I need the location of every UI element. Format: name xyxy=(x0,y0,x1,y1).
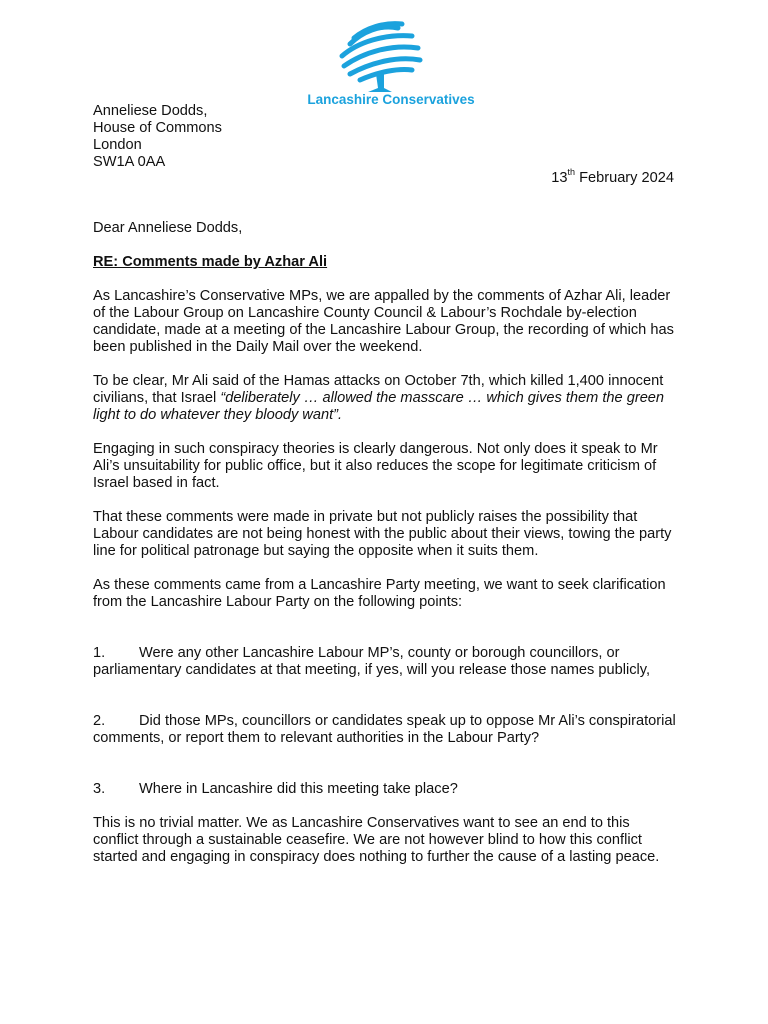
letter-body xyxy=(93,220,678,883)
conservative-tree-icon xyxy=(332,14,428,96)
subject-line: RE: Comments made by Azhar Ali xyxy=(93,254,328,270)
paragraph: This is no trivial matter. We as Lancashire Conservatives want to see an end to this conflict through a sustainable ceasefire. We are not however blind to how this conflict started and engaging in conspiracy does nothing to further the cause of a lasting peace. xyxy=(93,815,660,865)
date-suffix: th xyxy=(567,167,576,178)
letter-date xyxy=(551,167,674,187)
list-number: 2. xyxy=(93,713,106,729)
paragraph xyxy=(93,373,678,424)
address-line: London xyxy=(93,137,142,153)
list-number: 3. xyxy=(93,781,106,797)
quote: “deliberately … allowed the masscare … which gives them the green light to do whatever they bloody want”. xyxy=(93,390,665,423)
paragraph: Engaging in such conspiracy theories is clearly dangerous. Not only does it speak to Mr Ali’s unsuitability for public office, but it also reduces the scope for legitimate criticism of Israel based in fact. xyxy=(93,441,658,491)
list-item xyxy=(93,713,678,747)
recipient-address xyxy=(93,103,222,171)
list-text: Were any other Lancashire Labour MP’s, county or borough councillors, or parliamentary candidates at that meeting, if yes, will you release those names publicly, xyxy=(93,645,651,678)
paragraph: As these comments came from a Lancashire Party meeting, we want to seek clarification from the Lancashire Labour Party on the following points: xyxy=(93,577,666,610)
address-line: House of Commons xyxy=(93,120,222,136)
list-text: Where in Lancashire did this meeting take place? xyxy=(139,781,458,797)
list-item xyxy=(93,781,678,798)
date-rest: February 2024 xyxy=(575,170,674,186)
list-text: Did those MPs, councillors or candidates speak up to oppose Mr Ali’s conspiratorial comments, or report them to relevant authorities in the Labour Party? xyxy=(93,713,676,746)
paragraph: As Lancashire’s Conservative MPs, we are appalled by the comments of Azhar Ali, leader of the Labour Group on Lancashire County Council & Labour’s Rochdale by-election candidate, made at a meeting of the Lancashire Labour Group, the recording of which has been published in the Daily Mail over the weekend. xyxy=(93,288,674,355)
letterhead-org-name: Lancashire Conservatives xyxy=(307,92,475,107)
paragraph-text: To be clear, Mr Ali said of the Hamas attacks on October 7th, which killed 1,400 innocent civilians, that Israel xyxy=(93,373,664,406)
list-item xyxy=(93,645,678,679)
address-line: SW1A 0AA xyxy=(93,154,166,170)
address-line: Anneliese Dodds, xyxy=(93,103,208,119)
list-number: 1. xyxy=(93,645,106,661)
paragraph: That these comments were made in private but not publicly raises the possibility that Labour candidates are not being honest with the public about their views, towing the party line for political patronage but saying the opposite when it suits them. xyxy=(93,509,672,559)
salutation: Dear Anneliese Dodds, xyxy=(93,220,243,236)
date-day: 13 xyxy=(551,170,568,186)
